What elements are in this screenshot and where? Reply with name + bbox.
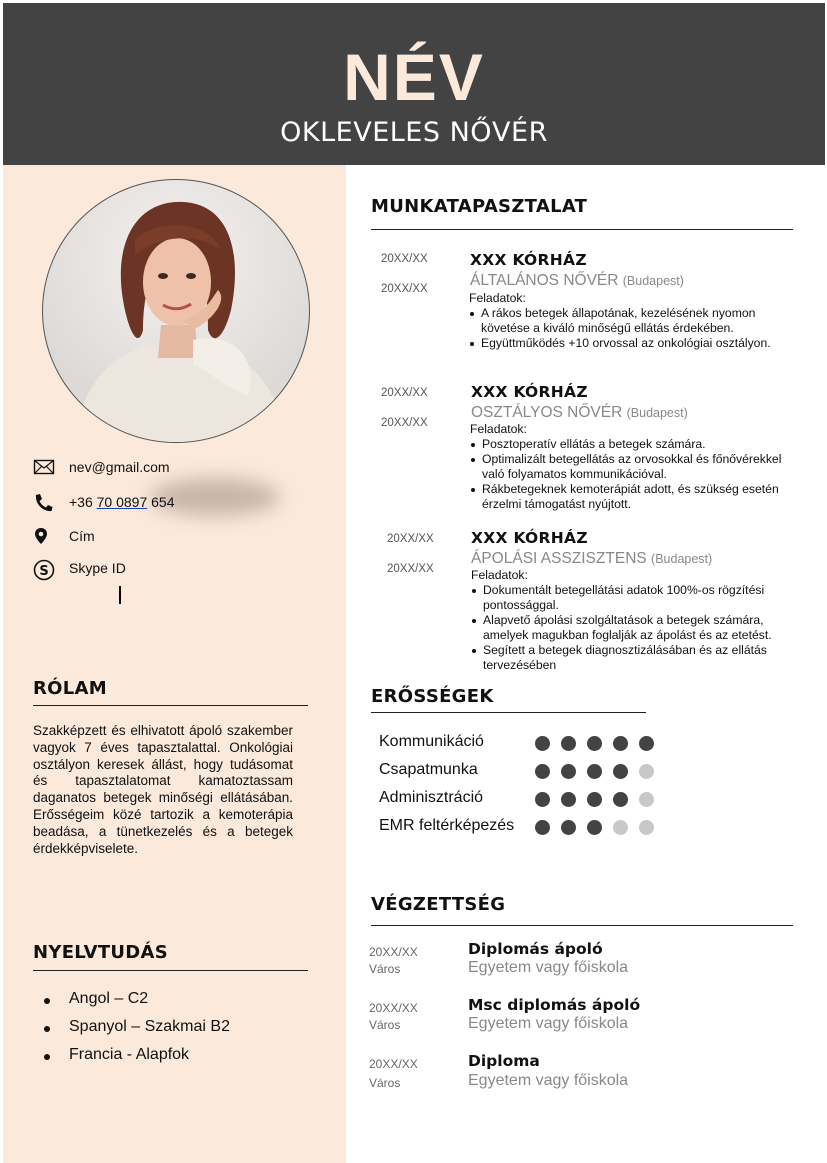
edu-city: Város xyxy=(369,962,401,976)
edu-degree: Diplomás ápoló xyxy=(468,940,603,958)
language-item: Angol – C2 xyxy=(44,990,230,1018)
job-location: (Budapest) xyxy=(651,552,713,566)
text-cursor xyxy=(119,586,121,604)
job-tasks-label: Feladatok: xyxy=(471,568,528,582)
phone-icon xyxy=(33,493,55,513)
edu-degree: Diploma xyxy=(468,1052,540,1070)
rating-dot-filled xyxy=(535,764,550,779)
edu-date: 20XX/XX xyxy=(369,945,418,959)
phone-text: +36 70 0897 654 xyxy=(69,494,175,510)
rating-dot-empty xyxy=(639,792,654,807)
email-text: nev@gmail.com xyxy=(69,459,170,475)
rating-dot-filled xyxy=(613,736,628,751)
job-company: XXX KÓRHÁZ xyxy=(470,251,587,269)
rating-dot-empty xyxy=(613,820,628,835)
edu-date: 20XX/XX xyxy=(369,1001,418,1015)
svg-text:S: S xyxy=(39,564,49,579)
skill-name: Kommunikáció xyxy=(379,733,484,750)
job-location: (Budapest) xyxy=(626,406,688,420)
rating-dot-filled xyxy=(639,736,654,751)
about-divider xyxy=(33,705,308,706)
strengths-title: ERŐSSÉGEK xyxy=(371,686,498,707)
job-date-to: 20XX/XX xyxy=(381,417,428,429)
job-tasks xyxy=(471,568,796,673)
edu-school: Egyetem vagy főiskola xyxy=(468,1015,629,1032)
edu-degree: Msc diplomás ápoló xyxy=(468,996,641,1014)
edu-city: Város xyxy=(369,1076,401,1090)
experience-title: MUNKATAPASZTALAT xyxy=(371,196,588,217)
job-position xyxy=(471,404,688,422)
skill-name: Adminisztráció xyxy=(379,789,484,806)
job-task: Optimalizált betegellátás az orvosokkal és főnővérekkel való folyamatos kommunikációval. xyxy=(470,452,790,482)
address-text: Cím xyxy=(69,528,95,544)
rating-dot-filled xyxy=(535,736,550,751)
job-task: Dokumentált betegellátási adatok 100%-os rögzítési pontossággal. xyxy=(471,583,796,613)
job-company: XXX KÓRHÁZ xyxy=(471,529,588,547)
job-task: Alapvető ápolási szolgáltatások a betegek számára, amelyek magukban foglalják az ápolást és az etetést. xyxy=(471,613,796,643)
job-task: Együttműködés +10 orvossal az onkológiai osztályon. xyxy=(469,336,804,351)
job-task: A rákos betegek állapotának, kezelésének nyomon követése a kiváló minőségű ellátás érdekében. xyxy=(469,306,804,336)
job-date-from: 20XX/XX xyxy=(387,533,434,545)
job-tasks xyxy=(470,422,790,512)
rating-dot-filled xyxy=(587,736,602,751)
experience-divider xyxy=(371,229,793,230)
languages-list xyxy=(44,990,230,1074)
candidate-name: NÉV xyxy=(343,40,485,114)
job-task: Segített a betegek diagnosztizálásában és az ellátás tervezésében xyxy=(471,643,796,673)
strengths-divider xyxy=(371,712,646,713)
rating-dot-filled xyxy=(587,764,602,779)
job-task: Posztoperatív ellátás a betegek számára. xyxy=(470,437,790,452)
edu-date: 20XX/XX xyxy=(369,1057,418,1071)
language-item: Spanyol – Szakmai B2 xyxy=(44,1018,230,1046)
envelope-icon xyxy=(33,458,55,478)
rating-dot-filled xyxy=(561,736,576,751)
rating-dot-filled xyxy=(587,792,602,807)
edu-school: Egyetem vagy főiskola xyxy=(468,959,629,976)
job-position-title: ÁPOLÁSI ASSZISZTENS xyxy=(471,550,647,567)
job-date-to: 20XX/XX xyxy=(387,563,434,575)
languages-title: NYELVTUDÁS xyxy=(33,942,169,963)
job-tasks-label: Feladatok: xyxy=(470,422,527,436)
skill-name: EMR feltérképezés xyxy=(379,817,515,834)
job-title: OKLEVELES NŐVÉR xyxy=(280,117,548,148)
rating-dot-filled xyxy=(535,820,550,835)
language-item: Francia - Alapfok xyxy=(44,1046,230,1074)
education-title: VÉGZETTSÉG xyxy=(371,894,506,915)
about-text: Szakképzett és elhivatott ápoló szakember vagyok 7 éves tapasztalattal. Onkológiai osztályon keresek állást, hogy tudásomat és tapasztalatomat kamatoztassam daganatos betegek minőségi ellátásában. Erősségeim közé tartozik a kemoterápia beadása, a tünetkezelés és a betegek érdekképviselete. xyxy=(33,723,293,856)
header-banner xyxy=(3,3,825,165)
job-position-title: ÁLTALÁNOS NŐVÉR xyxy=(470,272,619,289)
skype-icon xyxy=(33,559,55,579)
rating-dot-filled xyxy=(561,820,576,835)
rating-dot-empty xyxy=(639,820,654,835)
rating-dot-filled xyxy=(587,820,602,835)
job-task: Rákbetegeknek kemoterápiát adott, és szükség esetén érzelmi támogatást nyújtott. xyxy=(470,482,790,512)
location-pin-icon xyxy=(33,527,55,547)
job-position-title: OSZTÁLYOS NŐVÉR xyxy=(471,404,623,421)
job-location: (Budapest) xyxy=(622,274,684,288)
languages-divider xyxy=(33,970,308,971)
job-position xyxy=(471,550,712,568)
rating-dot-filled xyxy=(535,792,550,807)
job-tasks-label: Feladatok: xyxy=(469,291,526,305)
rating-dot-empty xyxy=(639,764,654,779)
skype-text: Skype ID xyxy=(69,560,126,576)
skill-name: Csapatmunka xyxy=(379,761,478,778)
edu-school: Egyetem vagy főiskola xyxy=(468,1072,629,1089)
edu-city: Város xyxy=(369,1018,401,1032)
rating-dot-filled xyxy=(613,764,628,779)
job-tasks xyxy=(469,291,804,351)
job-company: XXX KÓRHÁZ xyxy=(471,383,588,401)
rating-dot-filled xyxy=(613,792,628,807)
about-title: RÓLAM xyxy=(33,678,107,699)
job-date-to: 20XX/XX xyxy=(381,283,428,295)
rating-dot-filled xyxy=(561,764,576,779)
job-position xyxy=(470,272,684,290)
rating-dot-filled xyxy=(561,792,576,807)
education-divider xyxy=(371,925,793,926)
profile-photo xyxy=(42,179,310,443)
job-date-from: 20XX/XX xyxy=(381,387,428,399)
job-date-from: 20XX/XX xyxy=(381,253,428,265)
